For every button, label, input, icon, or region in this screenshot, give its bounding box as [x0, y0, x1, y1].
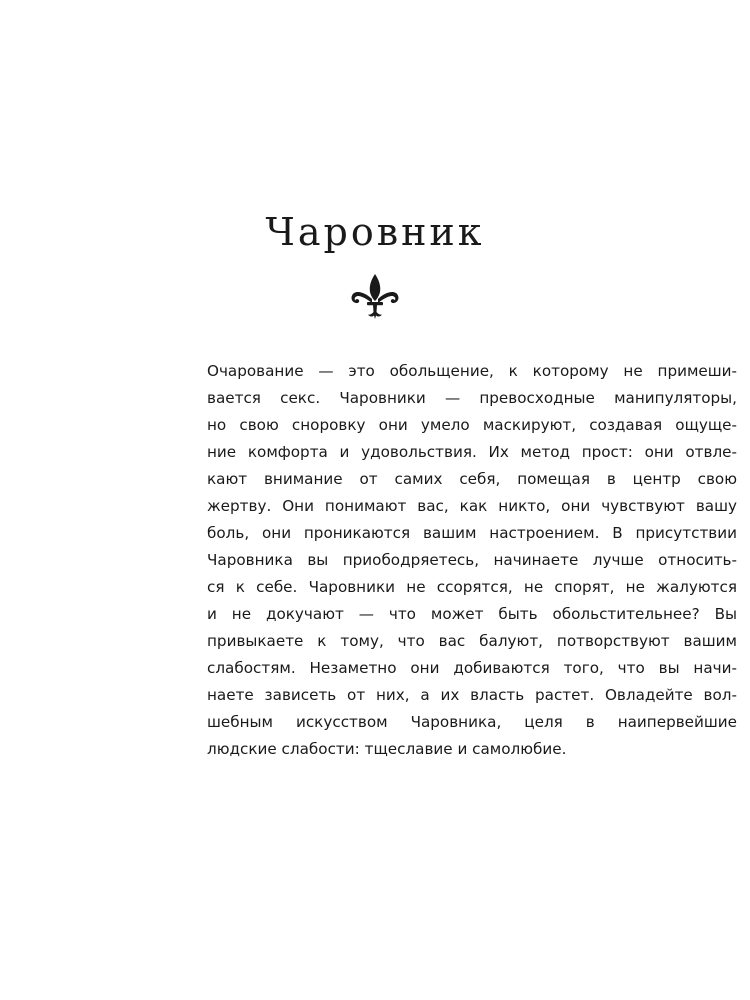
text-line: ние комфорта и удовольствия. Их метод прост: они отвле-: [207, 443, 737, 461]
chapter-title: Чаровник: [265, 210, 485, 254]
text-line: ся к себе. Чаровники не ссорятся, не спорят, не жалуются: [207, 578, 737, 596]
text-line: шебным искусством Чаровника, целя в наипервейшие: [207, 713, 737, 731]
fleur-de-lis-icon: [345, 272, 405, 322]
text-line: боль, они проникаются вашим настроением. В присутствии: [207, 524, 737, 542]
text-line: но свою сноровку они умело маскируют, создавая ощуще-: [207, 416, 737, 434]
text-line: жертву. Они понимают вас, как никто, они чувствуют вашу: [207, 497, 737, 515]
text-line: наете зависеть от них, а их власть растет. Овладейте вол-: [207, 686, 737, 704]
text-line: слабостям. Незаметно они добиваются того, что вы начи-: [207, 659, 737, 677]
text-line: Чаровника вы приободряетесь, начинаете лучше относить-: [207, 551, 737, 569]
text-line: и не докучают — что может быть обольстительнее? Вы: [207, 605, 737, 623]
text-line: привыкаете к тому, что вас балуют, потворствуют вашим: [207, 632, 737, 650]
text-line: вается секс. Чаровники — превосходные манипуляторы,: [207, 389, 737, 407]
body-paragraph: [207, 358, 737, 763]
text-line: кают внимание от самих себя, помещая в центр свою: [207, 470, 737, 488]
text-line: Очарование — это обольщение, к которому не примеши-: [207, 362, 737, 380]
text-line: людские слабости: тщеславие и самолюбие.: [207, 740, 567, 758]
